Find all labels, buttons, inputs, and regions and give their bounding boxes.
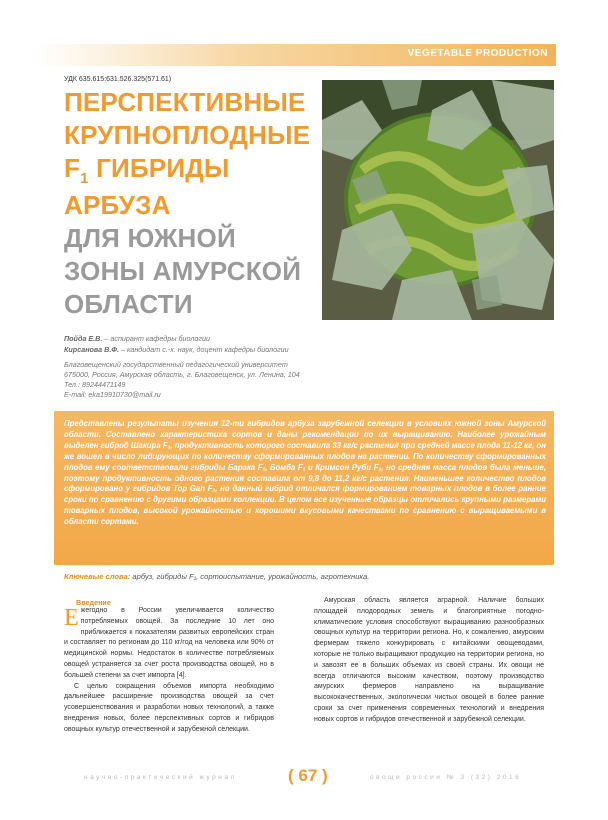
footer-journal-type: научно-практический журнал bbox=[84, 774, 237, 781]
keywords-text: арбуз, гибриды F₁, сортоиспытание, урожайность, агротехника. bbox=[130, 572, 370, 581]
article-title bbox=[64, 86, 324, 321]
section-header-band bbox=[36, 44, 556, 66]
title-line-6: ЗОНЫ АМУРСКОЙ bbox=[64, 256, 302, 286]
title-line-5: ДЛЯ ЮЖНОЙ bbox=[64, 223, 236, 253]
left-paragraph-1 bbox=[64, 606, 274, 682]
page-footer bbox=[36, 762, 576, 786]
keywords bbox=[64, 572, 369, 581]
abstract-box bbox=[54, 411, 554, 565]
left-column bbox=[64, 606, 274, 736]
author-2-role: – кандидат с.-х. наук, доцент кафедры биологии bbox=[118, 345, 289, 354]
affiliation-line-2: 675000, Россия, Амурская область, г. Благовещенск, ул. Ленина, 104 bbox=[64, 370, 300, 379]
title-line-2: КРУПНОПЛОДНЫЕ bbox=[64, 120, 311, 150]
abstract-text: Представлены результаты изучения 12-ти гибридов арбуза зарубежной селекции в условиях южной зоны Амурской области. Составлено характеристика сортов и даны рекомендации по их выращиванию. Наиболее урожайным выделен гибрид Шакира F₁, продуктивность которого составила 33 кг/с растения при средней массе плода 11-12 кг, он же вошел в число лидирующих по количеству сформированных плодов на растении. По количеству сформированных плодов ему соответствовали гибриды Баракa F₁, Бомба F₁ и Кримсон Руби F₁, но средняя масса плодов была меньше, поэтому продуктивность одного растения составила от 9,8 до 11,2 кг/с растения. Наименьшее количество плодов сформировано у гибридов Top Gan F₁, но данный гибрид отличался формированием товарных плодов в более ранние сроки по сравнению с другими образцами коллекции. В целом все изученные образцы отличались крупными размерами товарных плодов, высокой урожайностью и хорошими вкусовыми качествами по сравнению с выращиваемыми в области сортами. bbox=[64, 419, 546, 527]
affiliation-email[interactable]: E-mail: eka19910730@mail.ru bbox=[64, 390, 161, 399]
title-hybrids: ГИБРИДЫ bbox=[88, 153, 230, 183]
author-2-name: Кирсанова В.Ф. bbox=[64, 345, 119, 354]
title-line-3 bbox=[64, 152, 324, 189]
affiliation-line-1: Благовещенский государственный педагогический университет bbox=[64, 360, 288, 369]
author-1 bbox=[64, 333, 289, 344]
watermelon-photo bbox=[322, 80, 554, 320]
title-line-4: АРБУЗА bbox=[64, 190, 171, 220]
title-line-7: ОБЛАСТИ bbox=[64, 289, 193, 319]
title-line-1: ПЕРСПЕКТИВНЫЕ bbox=[64, 87, 306, 117]
title-f-sub: 1 bbox=[80, 170, 89, 187]
authors-block bbox=[64, 333, 289, 355]
right-column bbox=[314, 596, 544, 726]
affiliation-line-3: Тел.: 89244471149 bbox=[64, 380, 126, 389]
author-1-name: Пойда Е.В. bbox=[64, 334, 103, 343]
udk-code: УДК 635.615:631.526.325(571.61) bbox=[64, 76, 172, 83]
watermelon-photo-icon bbox=[322, 80, 554, 320]
dropcap: Е bbox=[64, 605, 79, 631]
left-paragraph-1-text: жегодно в России увеличивается количество потребляемых овощей. За последние 10 лет оно приближается к показателям развитых европейских стран и составляет по регионам до 110 кг/год на человека или 90% от медицинской нормы. Недостаток в количестве потребляемых овощей устраняется за счет роста производства овощей, но в большей степени за счет импорта [4]. bbox=[64, 607, 274, 679]
section-label: VEGETABLE PRODUCTION bbox=[407, 48, 548, 59]
right-paragraph-1: Амурская область является аграрной. Наличие больших площадей плодородных земель и благоприятные погодно-климатические условия способствуют выращиванию разнообразных овощных культур на территории региона. Но, к сожалению, амурским фермерам тяжело конкурировать с китайскими овощеводами, которые не только выращивают продукцию на территории региона, но и завозят ее в больших объемах из своей страны. Их овощи не всегда отличаются высоким качеством, поэтому производство амурских фермеров направлено на выращивание высококачественных, экологически чистых овощей в более ранние сроки за счет применения современных технологий и внедрения новых сортов и гибридов отечественной и зарубежной селекции. bbox=[314, 597, 544, 723]
author-1-role: – аспирант кафедры биологии bbox=[102, 334, 210, 343]
title-f: F bbox=[64, 153, 81, 183]
keywords-label: Ключевые слова: bbox=[64, 572, 131, 581]
affiliation-block bbox=[64, 360, 300, 400]
footer-journal-issue: овощи россии № 3 (32) 2016 bbox=[370, 774, 522, 781]
page-number: ( 67 ) bbox=[288, 766, 328, 785]
author-2 bbox=[64, 344, 289, 355]
left-paragraph-2: С целью сокращения объемов импорта необходимо дальнейшее расширение производства овощей за счет усовершенствования и разработки новых технологий, а также внедрения новых, более перспективных сортов и гибридов овощных культур отечественной и зарубежной селекции. bbox=[64, 682, 274, 733]
intro-heading: Введение bbox=[76, 598, 111, 607]
